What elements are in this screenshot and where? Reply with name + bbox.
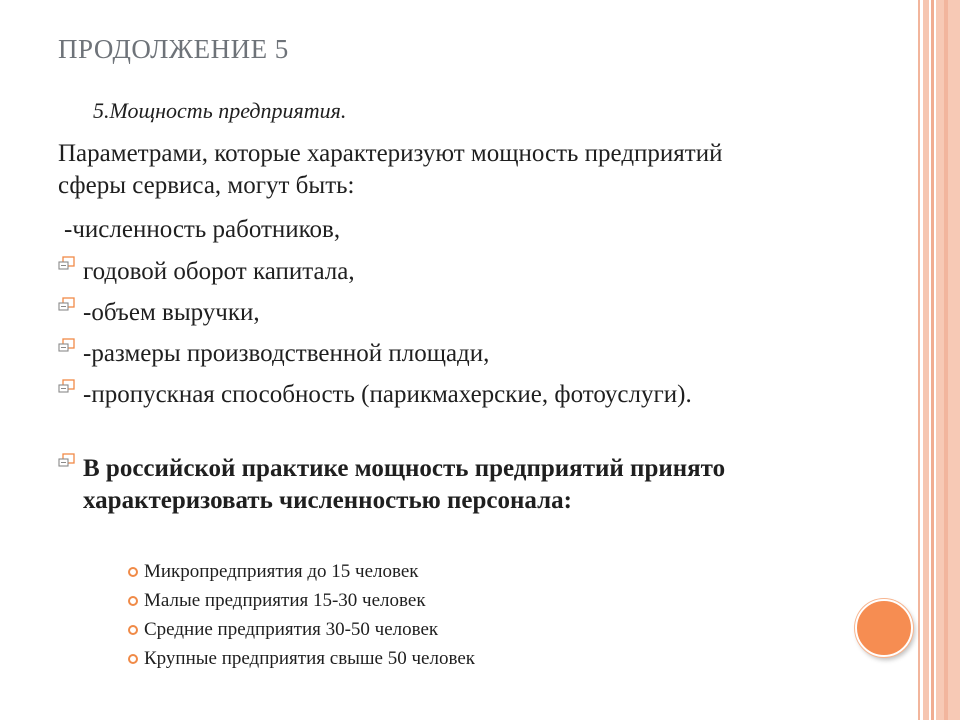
bullet-arrow-icon bbox=[58, 256, 80, 276]
decorative-stripe bbox=[918, 0, 920, 720]
decorative-stripe bbox=[936, 0, 960, 720]
bullet-arrow-icon bbox=[58, 297, 80, 317]
sub-list-item bbox=[128, 560, 419, 584]
ring-bullet-icon bbox=[128, 596, 138, 606]
decorative-stripe bbox=[931, 0, 934, 720]
list-item-text: В российской практике мощность предприятий принято характеризовать численностью персонала: bbox=[83, 455, 726, 514]
list-item bbox=[58, 379, 698, 411]
sub-list-item bbox=[128, 618, 438, 642]
list-item bbox=[58, 297, 838, 329]
list-item bbox=[58, 256, 838, 288]
sub-list-item bbox=[128, 589, 426, 613]
sub-list-item-text: Крупные предприятия свыше 50 человек bbox=[144, 648, 475, 669]
sub-list-item-text: Микропредприятия до 15 человек bbox=[144, 561, 419, 582]
decorative-stripe bbox=[923, 0, 929, 720]
ring-bullet-icon bbox=[128, 567, 138, 577]
sub-list-item-text: Средние предприятия 30-50 человек bbox=[144, 619, 439, 640]
list-item-text: годовой оборот капитала, bbox=[83, 258, 355, 285]
decorative-stripe bbox=[944, 0, 948, 720]
sub-list-item-text: Малые предприятия 15-30 человек bbox=[144, 590, 426, 611]
bullet-arrow-icon bbox=[58, 338, 80, 358]
ring-bullet-icon bbox=[128, 625, 138, 635]
list-item-text: -пропускная способность (парикмахерские, фотоуслуги). bbox=[83, 381, 692, 408]
list-item bbox=[58, 338, 838, 370]
ring-bullet-icon bbox=[128, 654, 138, 664]
plain-list-item: -численность работников, bbox=[64, 216, 341, 243]
slide-subtitle: 5.Мощность предприятия. bbox=[93, 98, 347, 123]
list-item bbox=[58, 453, 848, 517]
bullet-arrow-icon bbox=[58, 379, 80, 399]
bullet-arrow-icon bbox=[58, 453, 80, 473]
list-item-text: -размеры производственной площади, bbox=[83, 340, 490, 367]
list-item-text: -объем выручки, bbox=[83, 299, 260, 326]
slide-title: ПРОДОЛЖЕНИЕ 5 bbox=[58, 34, 289, 64]
intro-paragraph: Параметрами, которые характеризуют мощность предприятий сферы сервиса, могут быть: bbox=[58, 140, 723, 199]
decorative-circle bbox=[855, 599, 913, 657]
sub-list-item bbox=[128, 647, 475, 671]
